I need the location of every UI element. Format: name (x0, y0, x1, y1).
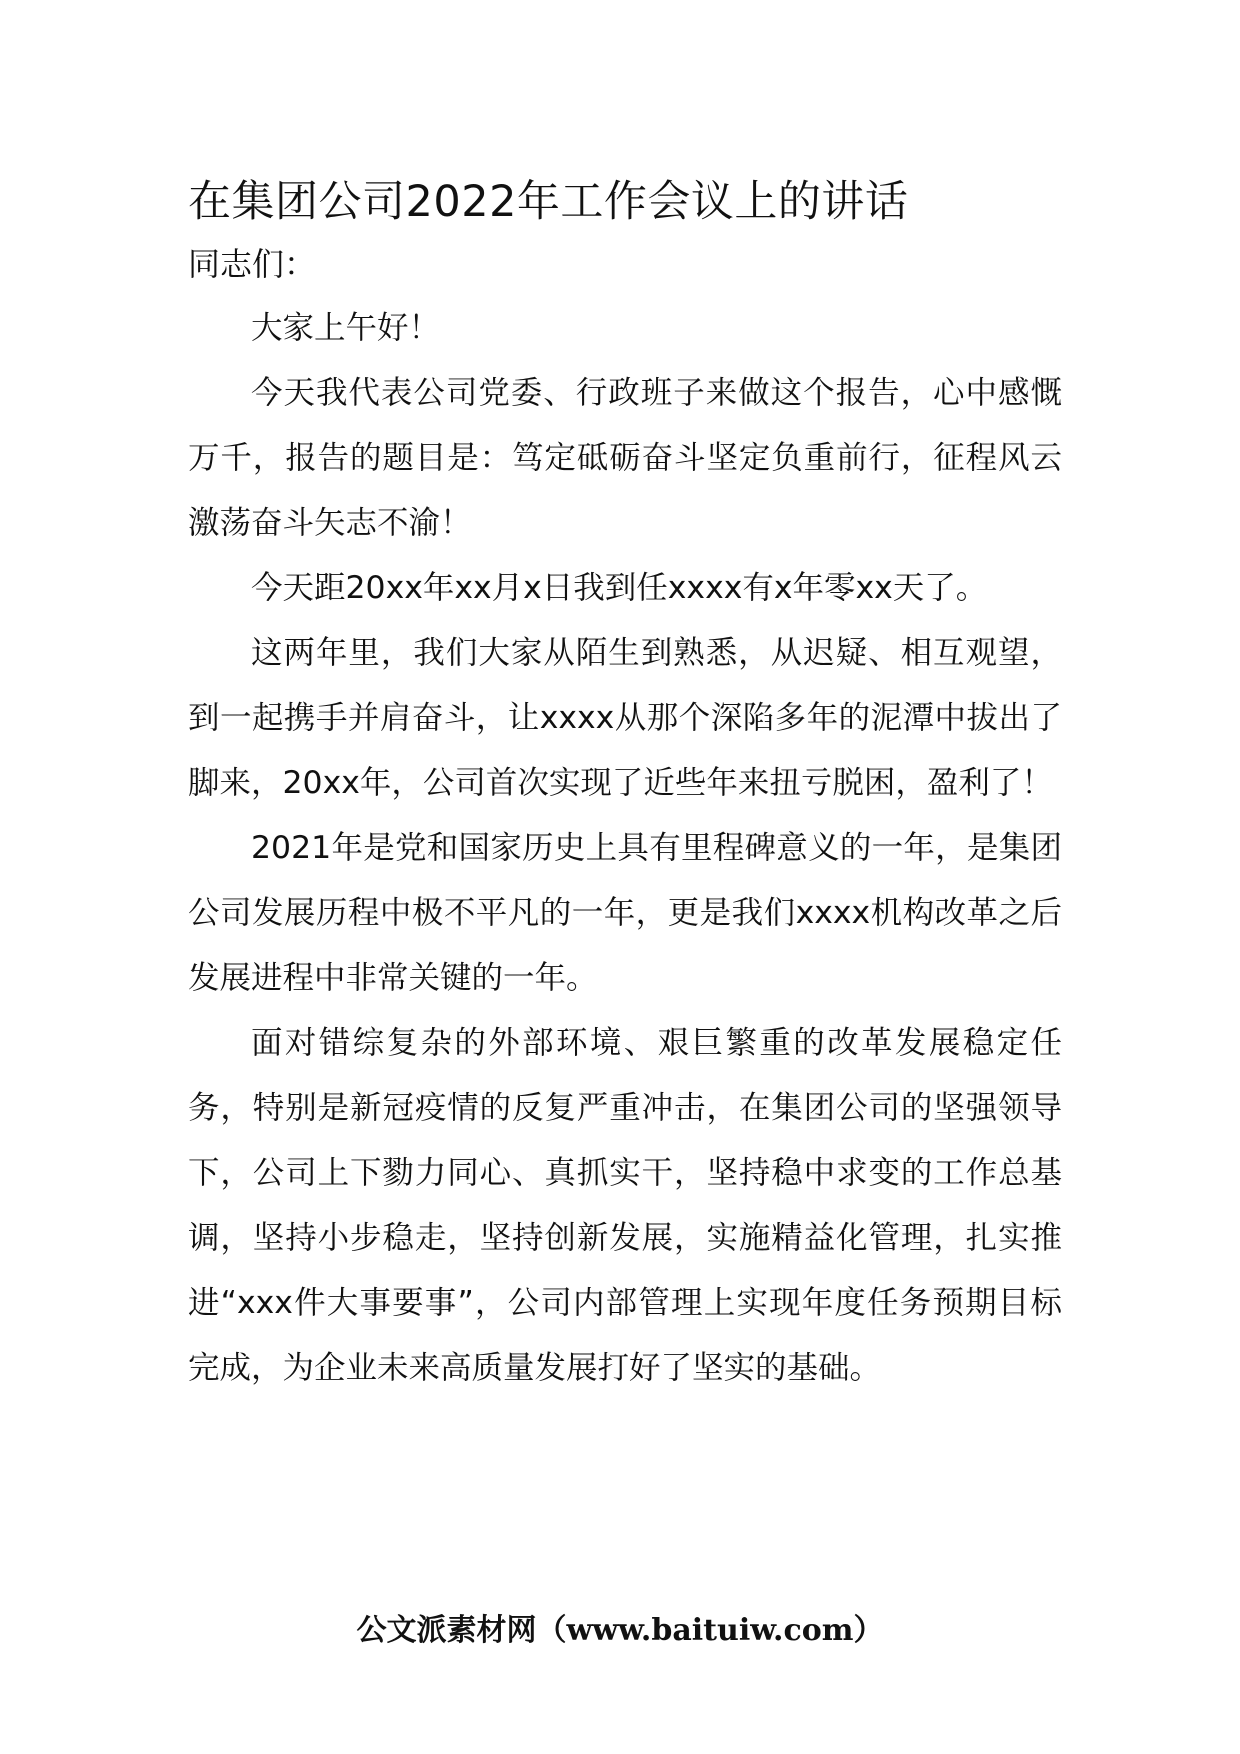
paragraph-report-topic: 今天我代表公司党委、行政班子来做这个报告，心中感慨万千，报告的题目是：笃定砥砺奋斗坚定负重前行，征程风云激荡奋斗矢志不渝！ (188, 375, 1062, 541)
source-footer: 公文派素材网（www.baituiw.com） (356, 1613, 884, 1648)
salutation: 同志们： (188, 245, 317, 283)
paragraph-two-years: 这两年里，我们大家从陌生到熟悉，从迟疑、相互观望，到一起携手并肩奋斗，让xxxx从那个深陷多年的泥潭中拔出了脚来，20xx年，公司首次实现了近些年来扭亏脱困，盈利了！ (188, 635, 1062, 801)
paragraph-year-2021: 2021年是党和国家历史上具有里程碑意义的一年，是集团公司发展历程中极不平凡的一年，更是我们xxxx机构改革之后发展进程中非常关键的一年。 (188, 830, 1062, 996)
document-body (188, 172, 1062, 1401)
paragraph-achievements: 面对错综复杂的外部环境、艰巨繁重的改革发展稳定任务，特别是新冠疫情的反复严重冲击，在集团公司的坚强领导下，公司上下勠力同心、真抓实干，坚持稳中求变的工作总基调，坚持小步稳走，坚持创新发展，实施精益化管理，扎实推进“xxx件大事要事”，公司内部管理上实现年度任务预期目标完成，为企业未来高质量发展打好了坚实的基础。 (188, 1025, 1062, 1386)
document-title: 在集团公司2022年工作会议上的讲话 (188, 177, 909, 227)
paragraph-tenure: 今天距20xx年xx月x日我到任xxxx有x年零xx天了。 (251, 570, 988, 606)
paragraph-greeting: 大家上午好！ (251, 310, 441, 346)
